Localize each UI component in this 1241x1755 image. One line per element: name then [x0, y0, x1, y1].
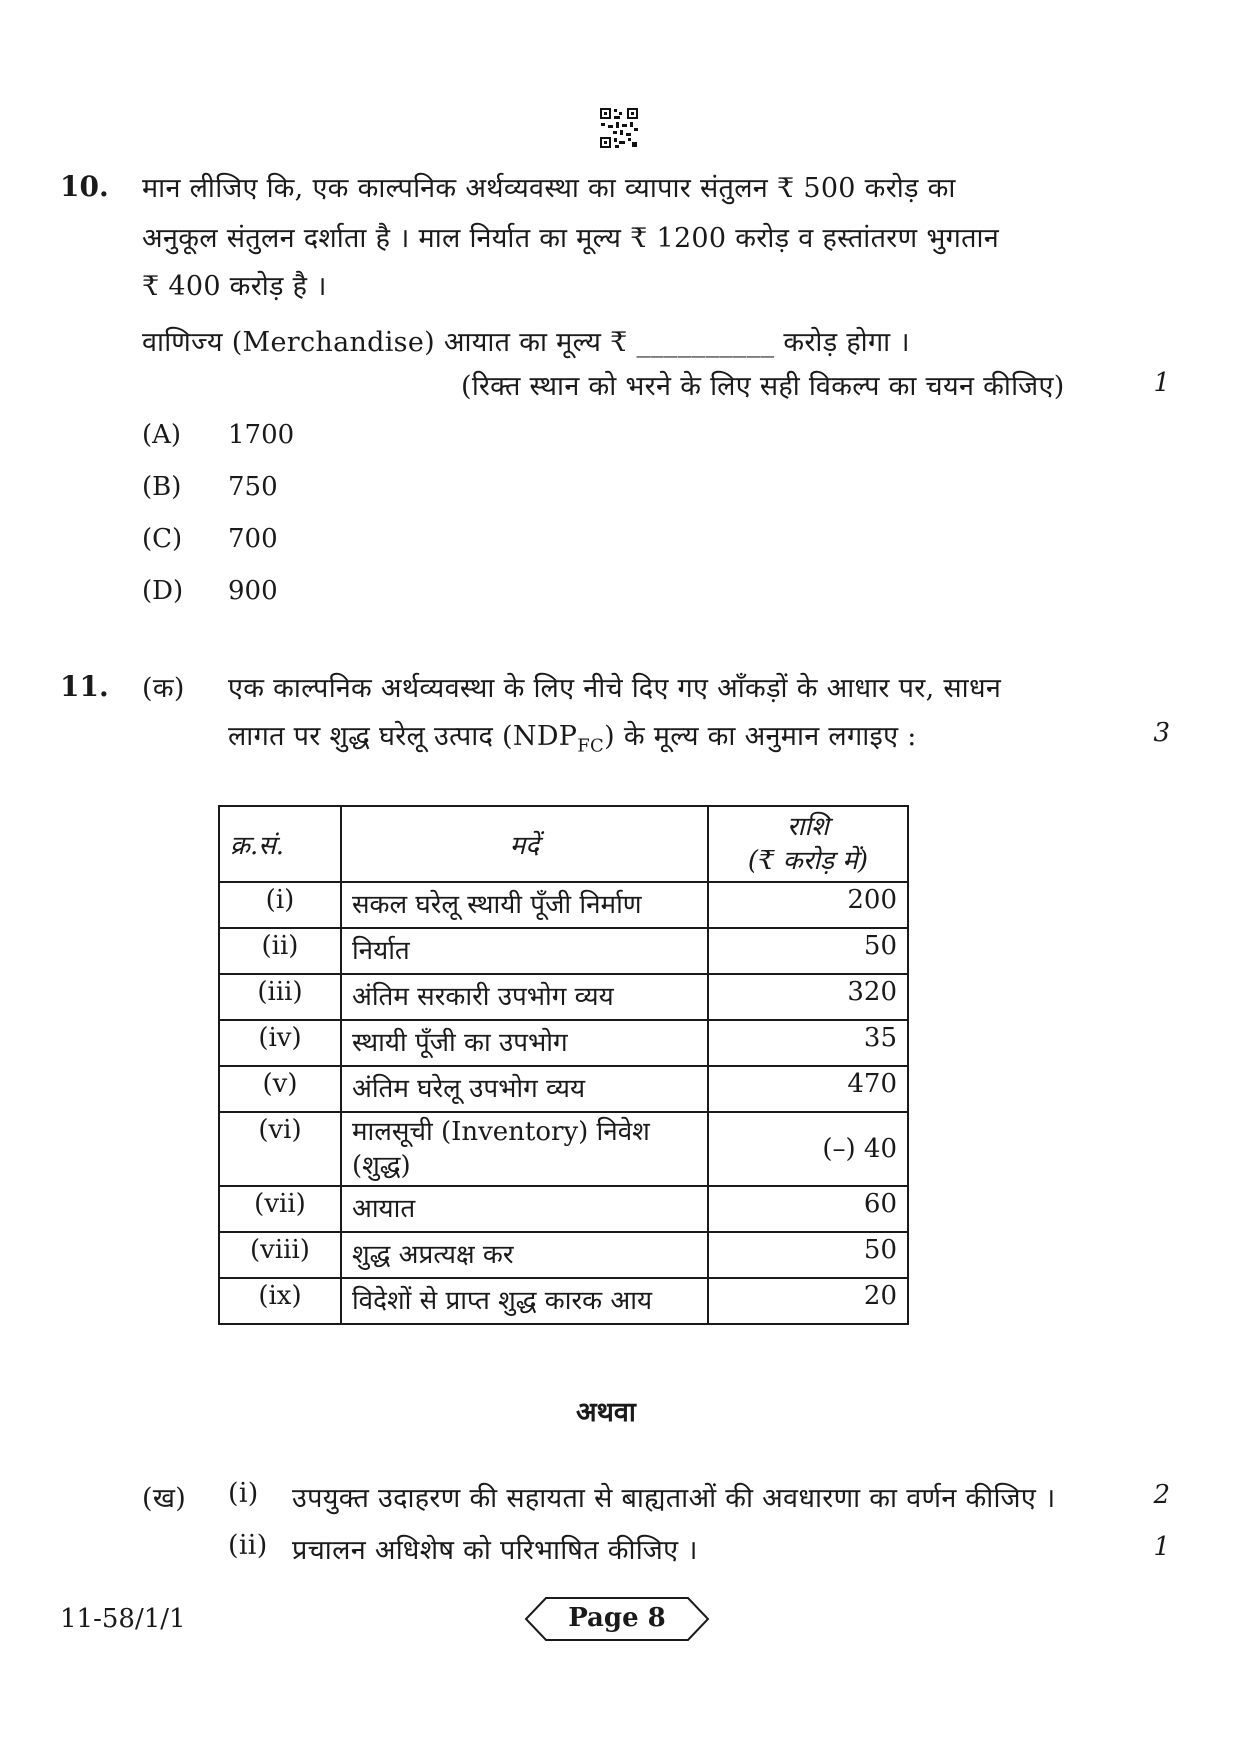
- question-11-line-1: एक काल्पनिक अर्थव्यवस्था के लिए नीचे दिए गए आँकड़ों के आधार पर, साधन: [228, 673, 1002, 704]
- part-b-i-label: (i): [228, 1478, 259, 1509]
- part-b-ii-marks: 1: [1153, 1532, 1170, 1562]
- row-item: मालसूची (Inventory) निवेश (शुद्ध): [341, 1112, 708, 1186]
- row-item: निर्यात: [341, 928, 708, 974]
- header-sn: क्र.सं.: [219, 806, 341, 882]
- question-10-line-1: मान लीजिए कि, एक काल्पनिक अर्थव्यवस्था का व्यापार संतुलन ₹ 500 करोड़ का: [142, 173, 956, 204]
- table-row: [219, 1278, 908, 1324]
- option-c-label: (C): [142, 524, 183, 554]
- table-row: [219, 1232, 908, 1278]
- row-amount: 50: [708, 1232, 908, 1278]
- table-row: [219, 1066, 908, 1112]
- table-row: [219, 882, 908, 928]
- question-10-instruction: (रिक्त स्थान को भरने के लिए सही विकल्प का चयन कीजिए): [461, 371, 1065, 402]
- question-10-line-4: वाणिज्य (Merchandise) आयात का मूल्य ₹ __________ करोड़ होगा ।: [142, 327, 910, 358]
- qr-code: [599, 107, 639, 149]
- option-a-label: (A): [142, 420, 182, 450]
- data-table: [218, 805, 909, 1325]
- table-row: [219, 1112, 908, 1186]
- question-10-line-3: ₹ 400 करोड़ है ।: [142, 271, 327, 302]
- row-sn: (viii): [219, 1232, 341, 1278]
- row-item: शुद्ध अप्रत्यक्ष कर: [341, 1232, 708, 1278]
- row-sn: (vii): [219, 1186, 341, 1232]
- option-c-value: 700: [228, 524, 278, 554]
- option-d-value: 900: [228, 576, 278, 606]
- question-10-number: 10.: [60, 170, 109, 203]
- row-sn: (vi): [219, 1112, 341, 1186]
- header-amount: [708, 806, 908, 882]
- table-row: [219, 974, 908, 1020]
- header-amount-line-2: (₹ करोड़ में): [747, 846, 868, 876]
- header-amount-line-1: राशि: [787, 812, 829, 842]
- row-amount: 50: [708, 928, 908, 974]
- row-sn: (i): [219, 882, 341, 928]
- header-item: मदें: [341, 806, 708, 882]
- question-10-line-2: अनुकूल संतुलन दर्शाता है । माल निर्यात का मूल्य ₹ 1200 करोड़ व हस्तांतरण भुगतान: [142, 223, 1000, 254]
- question-11-line-2-post: ) के मूल्य का अनुमान लगाइए :: [604, 721, 917, 752]
- option-b-value: 750: [228, 472, 278, 502]
- row-item: अंतिम सरकारी उपभोग व्यय: [341, 974, 708, 1020]
- row-amount: 320: [708, 974, 908, 1020]
- question-11-marks: 3: [1153, 718, 1170, 748]
- question-11-line-2-pre: लागत पर शुद्ध घरेलू उत्पाद (NDP: [228, 721, 578, 752]
- question-11-part-a-label: (क): [142, 673, 185, 704]
- row-sn: (iii): [219, 974, 341, 1020]
- row-amount: (–) 40: [708, 1112, 908, 1186]
- row-item: स्थायी पूँजी का उपभोग: [341, 1020, 708, 1066]
- table-row: [219, 1020, 908, 1066]
- page-number: Page 8: [568, 1603, 666, 1633]
- option-d-label: (D): [142, 576, 184, 606]
- question-11-line-2: [228, 716, 917, 756]
- or-heading: अथवा: [576, 1397, 636, 1428]
- question-10-marks: 1: [1153, 368, 1170, 398]
- row-amount: 60: [708, 1186, 908, 1232]
- option-a-value: 1700: [228, 420, 295, 450]
- part-b-i-text: उपयुक्त उदाहरण की सहायता से बाह्यताओं की अवधारणा का वर्णन कीजिए ।: [292, 1483, 1056, 1514]
- row-sn: (ii): [219, 928, 341, 974]
- table-row: [219, 1186, 908, 1232]
- row-item: अंतिम घरेलू उपभोग व्यय: [341, 1066, 708, 1112]
- row-amount: 200: [708, 882, 908, 928]
- question-11-number: 11.: [60, 670, 109, 703]
- table-row: [219, 928, 908, 974]
- part-b-ii-label: (ii): [228, 1530, 268, 1561]
- paper-code: 11-58/1/1: [60, 1604, 186, 1634]
- row-item: विदेशों से प्राप्त शुद्ध कारक आय: [341, 1278, 708, 1324]
- row-sn: (iv): [219, 1020, 341, 1066]
- row-sn: (ix): [219, 1278, 341, 1324]
- row-sn: (v): [219, 1066, 341, 1112]
- part-b-i-marks: 2: [1153, 1480, 1170, 1510]
- option-b-label: (B): [142, 472, 182, 502]
- row-item: सकल घरेलू स्थायी पूँजी निर्माण: [341, 882, 708, 928]
- page-number-badge: [524, 1596, 710, 1642]
- row-amount: 470: [708, 1066, 908, 1112]
- row-amount: 35: [708, 1020, 908, 1066]
- part-b-ii-text: प्रचालन अधिशेष को परिभाषित कीजिए ।: [292, 1535, 698, 1566]
- row-amount: 20: [708, 1278, 908, 1324]
- row-item: आयात: [341, 1186, 708, 1232]
- question-11-line-2-sub: FC: [577, 735, 605, 757]
- question-11-part-b-label: (ख): [142, 1483, 187, 1514]
